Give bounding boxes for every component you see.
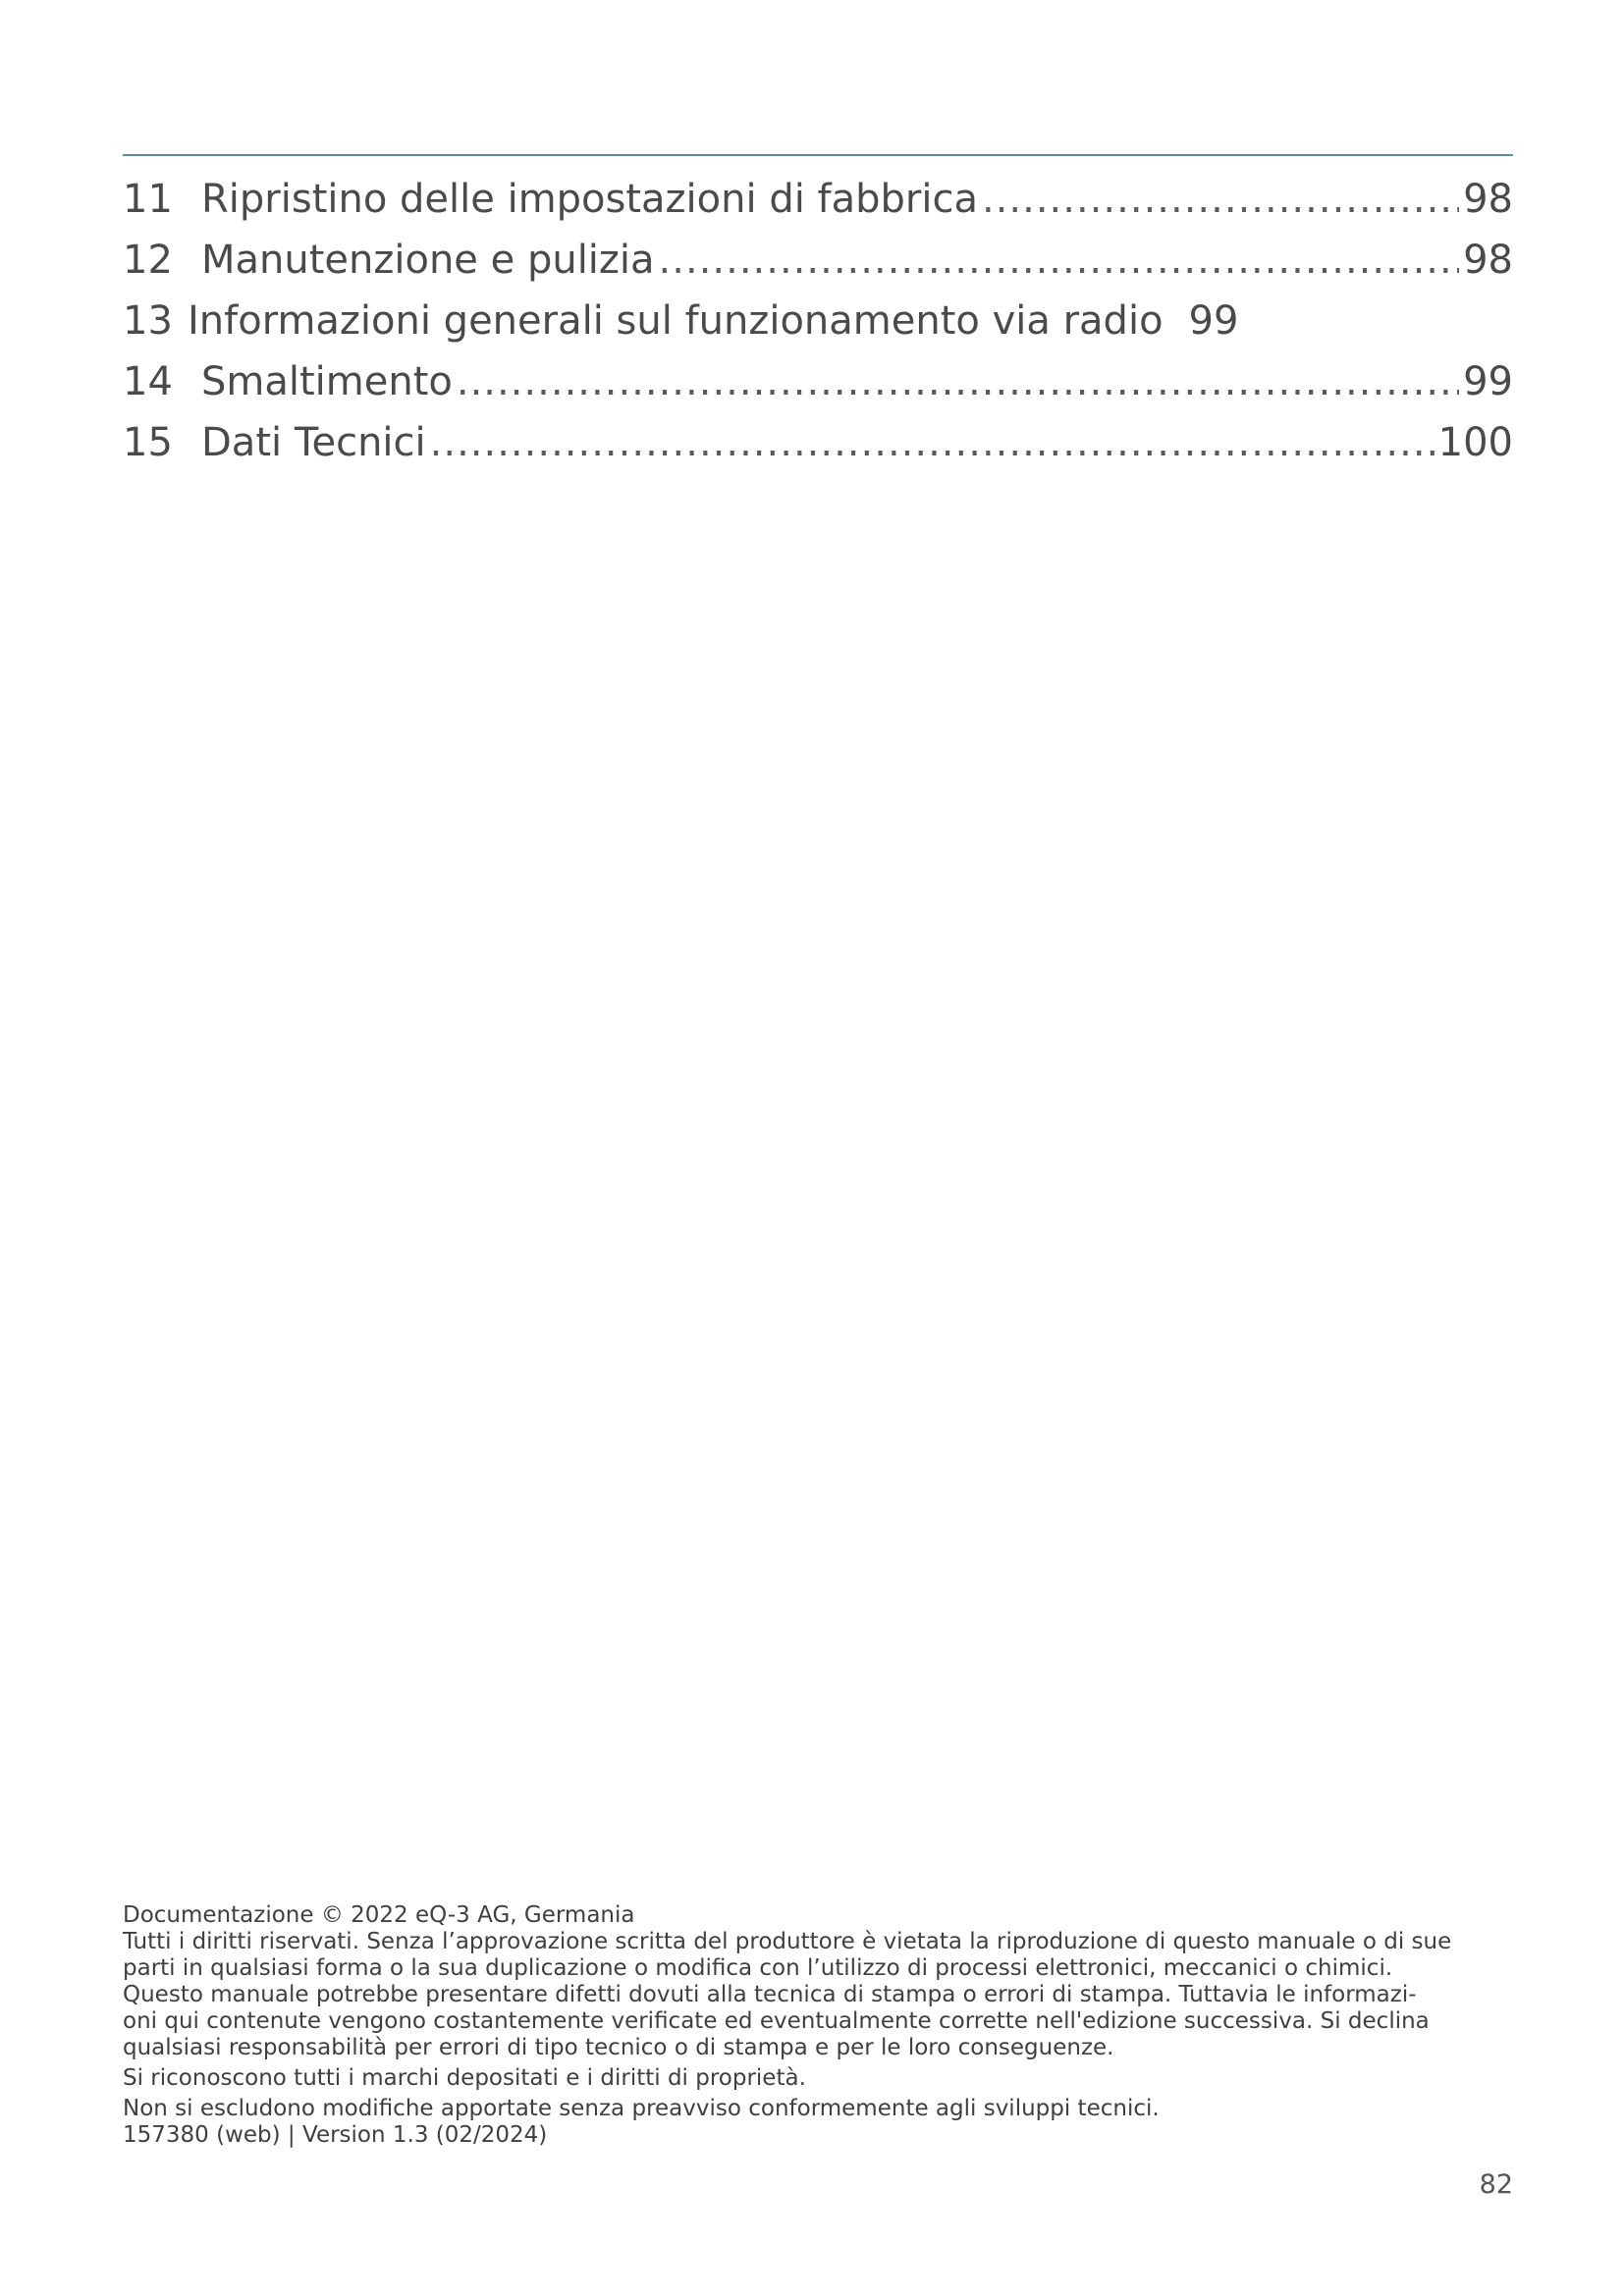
toc-entry-page: 99: [1188, 298, 1239, 344]
toc-entry-page: 98: [1463, 238, 1513, 283]
toc-entry-page: 99: [1463, 359, 1513, 404]
toc-entry-title: Dati Tecnici: [201, 420, 426, 465]
toc-entry[interactable]: [123, 351, 1513, 412]
toc-entry-page: 98: [1463, 177, 1513, 222]
footer-disclaimer-line: qualsiasi responsabilità per errori di tipo tecnico o di stampa e per le loro conseguenze.: [123, 2035, 1114, 2060]
footer-version: 157380 (web) | Version 1.3 (02/2024): [123, 2122, 548, 2148]
toc-entry-title: Smaltimento: [201, 359, 453, 404]
footer-disclaimer-line: Questo manuale potrebbe presentare difetti dovuti alla tecnica di stampa o errori di stampa. Tuttavia le informazi-: [123, 1982, 1417, 2007]
footer-rights-line: parti in qualsiasi forma o la sua duplicazione o modifica con l’utilizzo di processi elettronici, meccanici o chimici.: [123, 1955, 1393, 1981]
table-of-contents: [123, 169, 1513, 473]
toc-entry-number: 15: [123, 420, 173, 465]
toc-leader-dots: [982, 169, 1459, 230]
footer-copyright: Documentazione © 2022 eQ-3 AG, Germania: [123, 1902, 635, 1928]
footer-rights-line: Tutti i diritti riservati. Senza l’approvazione scritta del produttore è vietata la riproduzione di questo manuale o di sue: [123, 1929, 1452, 1954]
toc-leader-dots: [659, 230, 1460, 291]
legal-footer: [123, 1902, 1513, 2149]
toc-entry-number: 13: [123, 298, 173, 344]
toc-entry-number: 14: [123, 359, 173, 404]
toc-entry-title: Ripristino delle impostazioni di fabbrica: [201, 177, 978, 222]
footer-disclaimer-line: oni qui contenute vengono costantemente verificate ed eventualmente corrette nell'edizione successiva. Si declina: [123, 2008, 1430, 2034]
toc-entry[interactable]: [123, 169, 1513, 230]
page-number: 82: [1479, 2169, 1513, 2200]
toc-entry-number: 12: [123, 238, 173, 283]
toc-entry-page: 100: [1437, 420, 1513, 465]
toc-entry[interactable]: [123, 291, 1513, 351]
footer-trademarks: Si riconoscono tutti i marchi depositati e i diritti di proprietà.: [123, 2065, 806, 2091]
toc-entry[interactable]: [123, 412, 1513, 473]
toc-leader-dots: [457, 351, 1459, 412]
toc-entry-title: Informazioni generali sul funzionamento via radio: [188, 298, 1164, 344]
toc-entry-title: Manutenzione e pulizia: [201, 238, 655, 283]
header-rule: [123, 154, 1513, 156]
toc-leader-dots: [430, 412, 1435, 473]
toc-entry-number: 11: [123, 177, 173, 222]
footer-changes: Non si escludono modifiche apportate senza preavviso conformemente agli sviluppi tecnici.: [123, 2096, 1160, 2121]
toc-entry[interactable]: [123, 230, 1513, 291]
